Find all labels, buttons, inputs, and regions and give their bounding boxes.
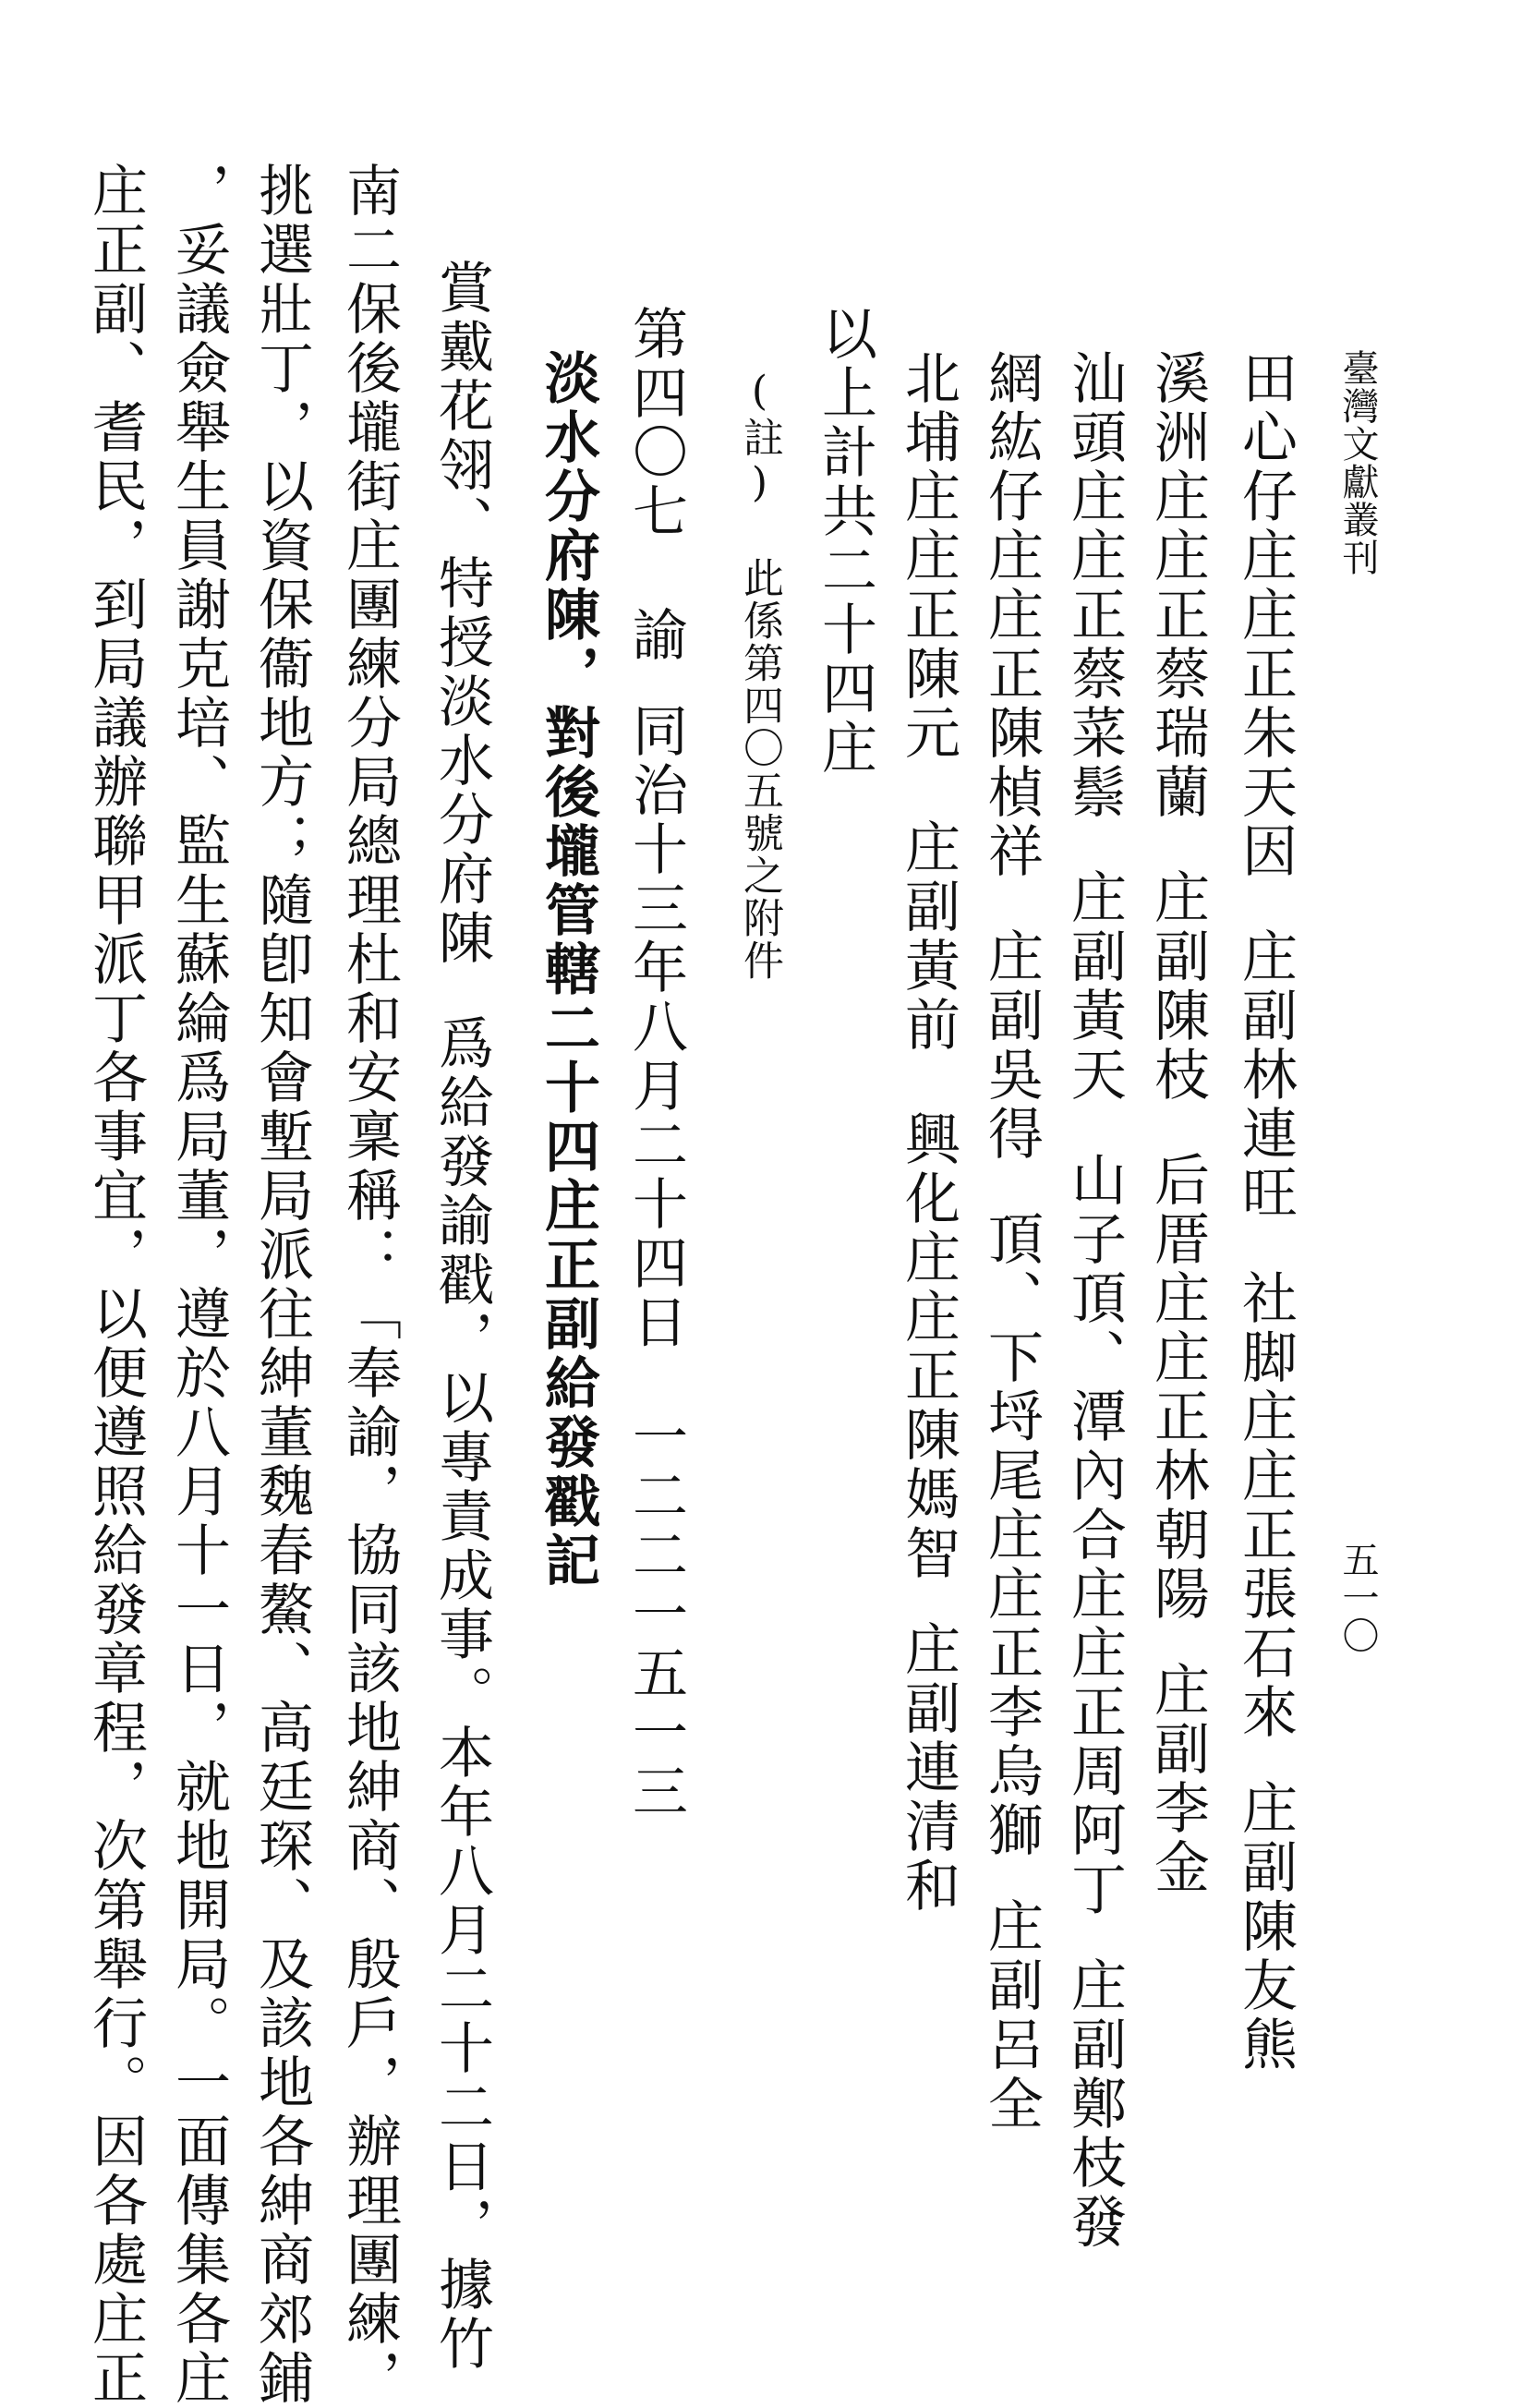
entry-deputy-head: 庄副陳枝 — [1145, 868, 1210, 1105]
paragraph-text: 爲給發諭戳，以專責成事。本年八月二十二日，據竹 — [429, 1014, 494, 2374]
entry-deputy-head: 庄副吳得 — [979, 927, 1044, 1164]
document-title-text: 淡水分府陳，對後壠管轄二十四庄正副給發戳記 — [536, 349, 600, 1591]
annotation-note — [736, 368, 783, 982]
text-column — [83, 162, 148, 2408]
note-text: (註) 此係第四〇五號之附件 — [736, 368, 783, 982]
entry-deputy-head: 庄副連清和 — [896, 1620, 960, 1916]
paragraph-text: ，妥議僉舉生員謝克培、監生蘇綸爲局董，遵於八月十一日，就地開局。一面傳集各庄 — [166, 162, 231, 2408]
document-reference: 一二二一五一三 — [623, 1408, 688, 1821]
text-column — [337, 162, 402, 2408]
text-column — [429, 259, 494, 2374]
text-column — [896, 349, 960, 1916]
entry-deputy-head: 庄副鄭枝發 — [1062, 1956, 1127, 2252]
document-number: 第四〇七 — [623, 305, 688, 541]
text-column — [1145, 349, 1210, 1897]
entry-village-head: 興化庄庄正陳媽智 — [896, 1110, 960, 1583]
entry-deputy-head: 庄副林連旺 — [1233, 927, 1298, 1223]
entry-village-head: 溪洲庄庄正蔡瑞蘭 — [1145, 349, 1210, 822]
entry-village-head: 社脚庄庄正張石來 — [1233, 1269, 1298, 1742]
paragraph-text: 庄正副、耆民，到局議辦聯甲派丁各事宜，以便遵照給發章程，次第舉行。因各處庄正 — [83, 162, 148, 2408]
entry-deputy-head: 庄副呂全 — [979, 1897, 1044, 2134]
entry-village-head: 網紘仔庄庄正陳楨祥 — [979, 349, 1044, 881]
document-date: 同治十三年八月二十四日 — [623, 702, 688, 1352]
total-text: 以上計共二十四庄 — [813, 305, 877, 778]
text-column — [249, 162, 314, 2408]
entry-village-head: 田心仔庄庄正朱天因 — [1233, 349, 1298, 881]
paragraph-text: 挑選壯丁，以資保衞地方；隨卽知會塹局派往紳董魏春鰲、高廷琛、及該地各紳商郊鋪 — [249, 162, 314, 2408]
document-heading — [623, 305, 688, 1821]
entry-deputy-head: 庄副陳友熊 — [1233, 1779, 1298, 2075]
document-type: 諭 — [623, 606, 688, 665]
text-column — [979, 349, 1044, 2134]
text-column — [1062, 349, 1127, 2252]
entry-village-head: 北埔庄庄正陳元 — [896, 349, 960, 763]
total-line — [813, 305, 877, 778]
entry-village-head: 頂、下埒尾庄庄正李烏獅 — [979, 1210, 1044, 1860]
text-column — [166, 162, 231, 2408]
document-title — [536, 349, 600, 1591]
entry-deputy-head: 庄副黃天 — [1062, 868, 1127, 1105]
entry-deputy-head: 庄副李金 — [1145, 1661, 1210, 1897]
entry-village-head: 汕頭庄庄正蔡菜鬃 — [1062, 349, 1127, 822]
paragraph-text: 南二保後壠街庄團練分局總理杜和安稟稱：「奉諭，協同該地紳商、殷戶，辦理團練， — [337, 162, 402, 2408]
official-title: 賞戴花翎、特授淡水分府陳 — [429, 259, 494, 968]
entry-village-head: 后厝庄庄正林朝陽 — [1145, 1151, 1210, 1624]
text-column — [1233, 349, 1298, 2075]
entry-village-head: 山子頂、潭內合庄庄正周阿丁 — [1062, 1151, 1127, 1919]
book-title: 臺灣文獻叢刊 — [1336, 349, 1379, 576]
page-number: 五一〇 — [1336, 1541, 1379, 1654]
entry-deputy-head: 庄副黃前 — [896, 818, 960, 1055]
